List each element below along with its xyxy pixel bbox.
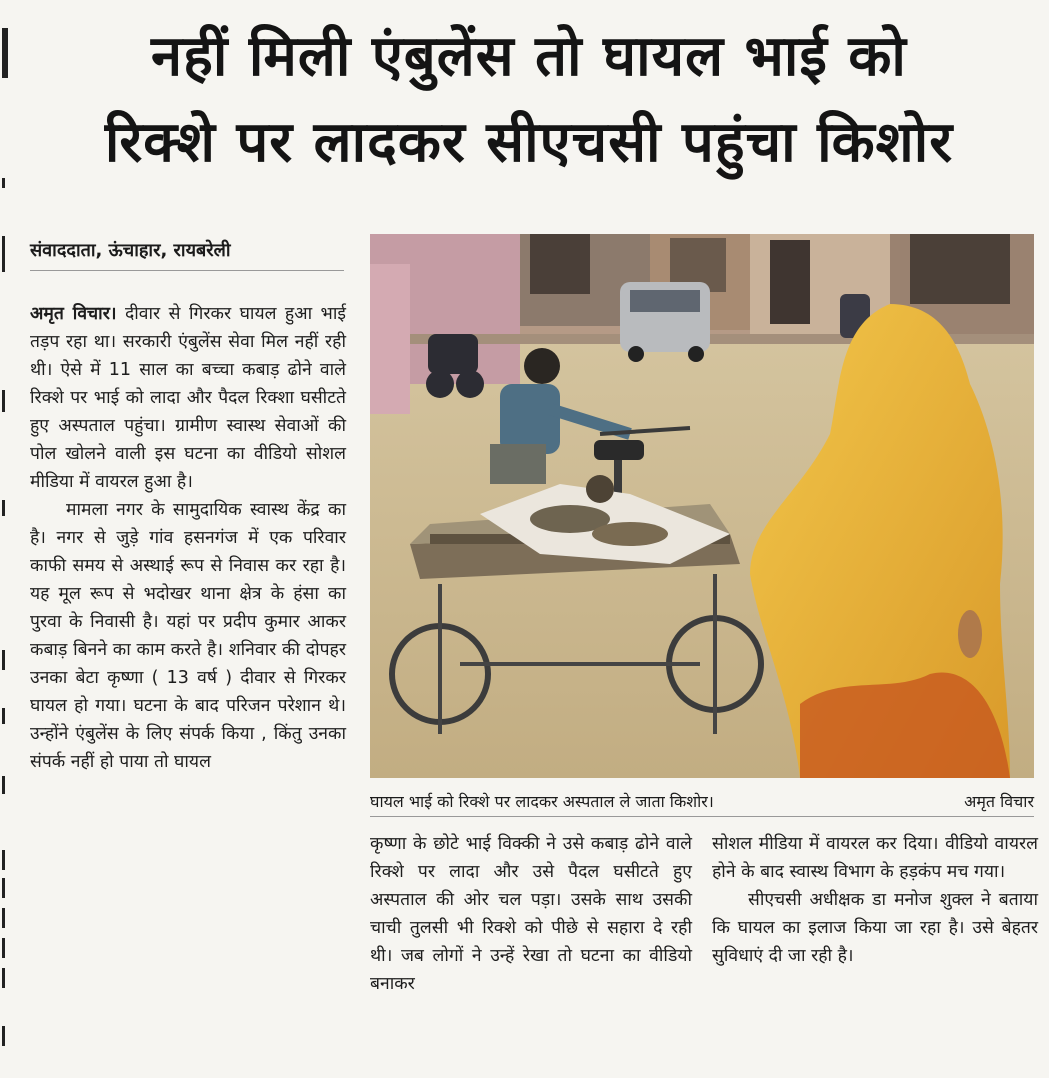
headline-line-1: नहीं मिली एंबुलेंस तो घायल भाई को bbox=[151, 24, 907, 89]
paragraph-3: कृष्णा के छोटे भाई विक्की ने उसे कबाड़ ढोने वाले रिक्शे पर लादा और उसे पैदल घसीटते हुए अस्पताल की ओर चल पड़ा। उसके साथ उसकी चाची तुलसी भी रिक्शे को पीछे से सहारा दे रही थी। जब लोगों ने उन्हें रेखा तो घटना का वीडियो बनाकर bbox=[370, 834, 692, 994]
paragraph-5: सीएचसी अधीक्षक डा मनोज शुक्ल ने बताया कि घायल का इलाज किया जा रहा है। उसे बेहतर सुविधाएं दी जा रही है। bbox=[712, 890, 1038, 966]
byline: संवाददाता, ऊंचाहार, रायबरेली bbox=[30, 238, 344, 271]
paragraph-1-text: दीवार से गिरकर घायल हुआ भाई तड़प रहा था। सरकारी एंबुलेंस सेवा मिल नहीं रही थी। ऐसे में 11 साल का बच्चा कबाड़ ढोने वाले रिक्शे पर भाई को लादा और पैदल रिक्शा घसीटते हुए अस्पताल पहुंचा। ग्रामीण स्वास्थ सेवाओं की पोल खोलने वाली इस घटना का वीडियो सोशल मीडिया में वायरल हुआ है। bbox=[30, 304, 346, 492]
adjacent-column-edge bbox=[0, 0, 14, 1078]
caption-text: घायल भाई को रिक्शे पर लादकर अस्पताल ले जाता किशोर। bbox=[370, 792, 714, 811]
article-column-1 bbox=[30, 300, 346, 776]
paragraph-1 bbox=[30, 300, 346, 496]
article-column-3 bbox=[712, 830, 1038, 970]
photo-caption bbox=[370, 788, 1034, 817]
paragraph-4: सोशल मीडिया में वायरल कर दिया। वीडियो वायरल होने के बाद स्वास्थ विभाग के हड़कंप मच गया। bbox=[712, 834, 1038, 882]
paragraph-2: मामला नगर के सामुदायिक स्वास्थ केंद्र का है। नगर से जुड़े गांव हसनगंज में एक परिवार काफी समय से अस्थाई रूप से निवास कर रहा है। यह मूल रूप से भदोखर थाना क्षेत्र के हंसा का पुरवा के निवासी है। यहां पर प्रदीप कुमार आकर कबाड़ बिनने का काम करते है। शनिवार की दोपहर उनका बेटा कृष्णा ( 13 वर्ष ) दीवार से गिरकर घायल हो गया। घटना के बाद परिजन परेशान थे। उन्होंने एंबुलेंस के लिए संपर्क किया , किंतु उनका संपर्क नहीं हो पाया तो घायल bbox=[30, 500, 346, 772]
news-photo bbox=[370, 234, 1034, 778]
headline bbox=[24, 14, 1034, 186]
article-column-2 bbox=[370, 830, 692, 998]
dateline-tag: अमृत विचार। bbox=[30, 304, 117, 324]
photo-credit: अमृत विचार bbox=[964, 792, 1034, 811]
headline-line-2: रिक्शे पर लादकर सीएचसी पहुंचा किशोर bbox=[104, 110, 954, 175]
